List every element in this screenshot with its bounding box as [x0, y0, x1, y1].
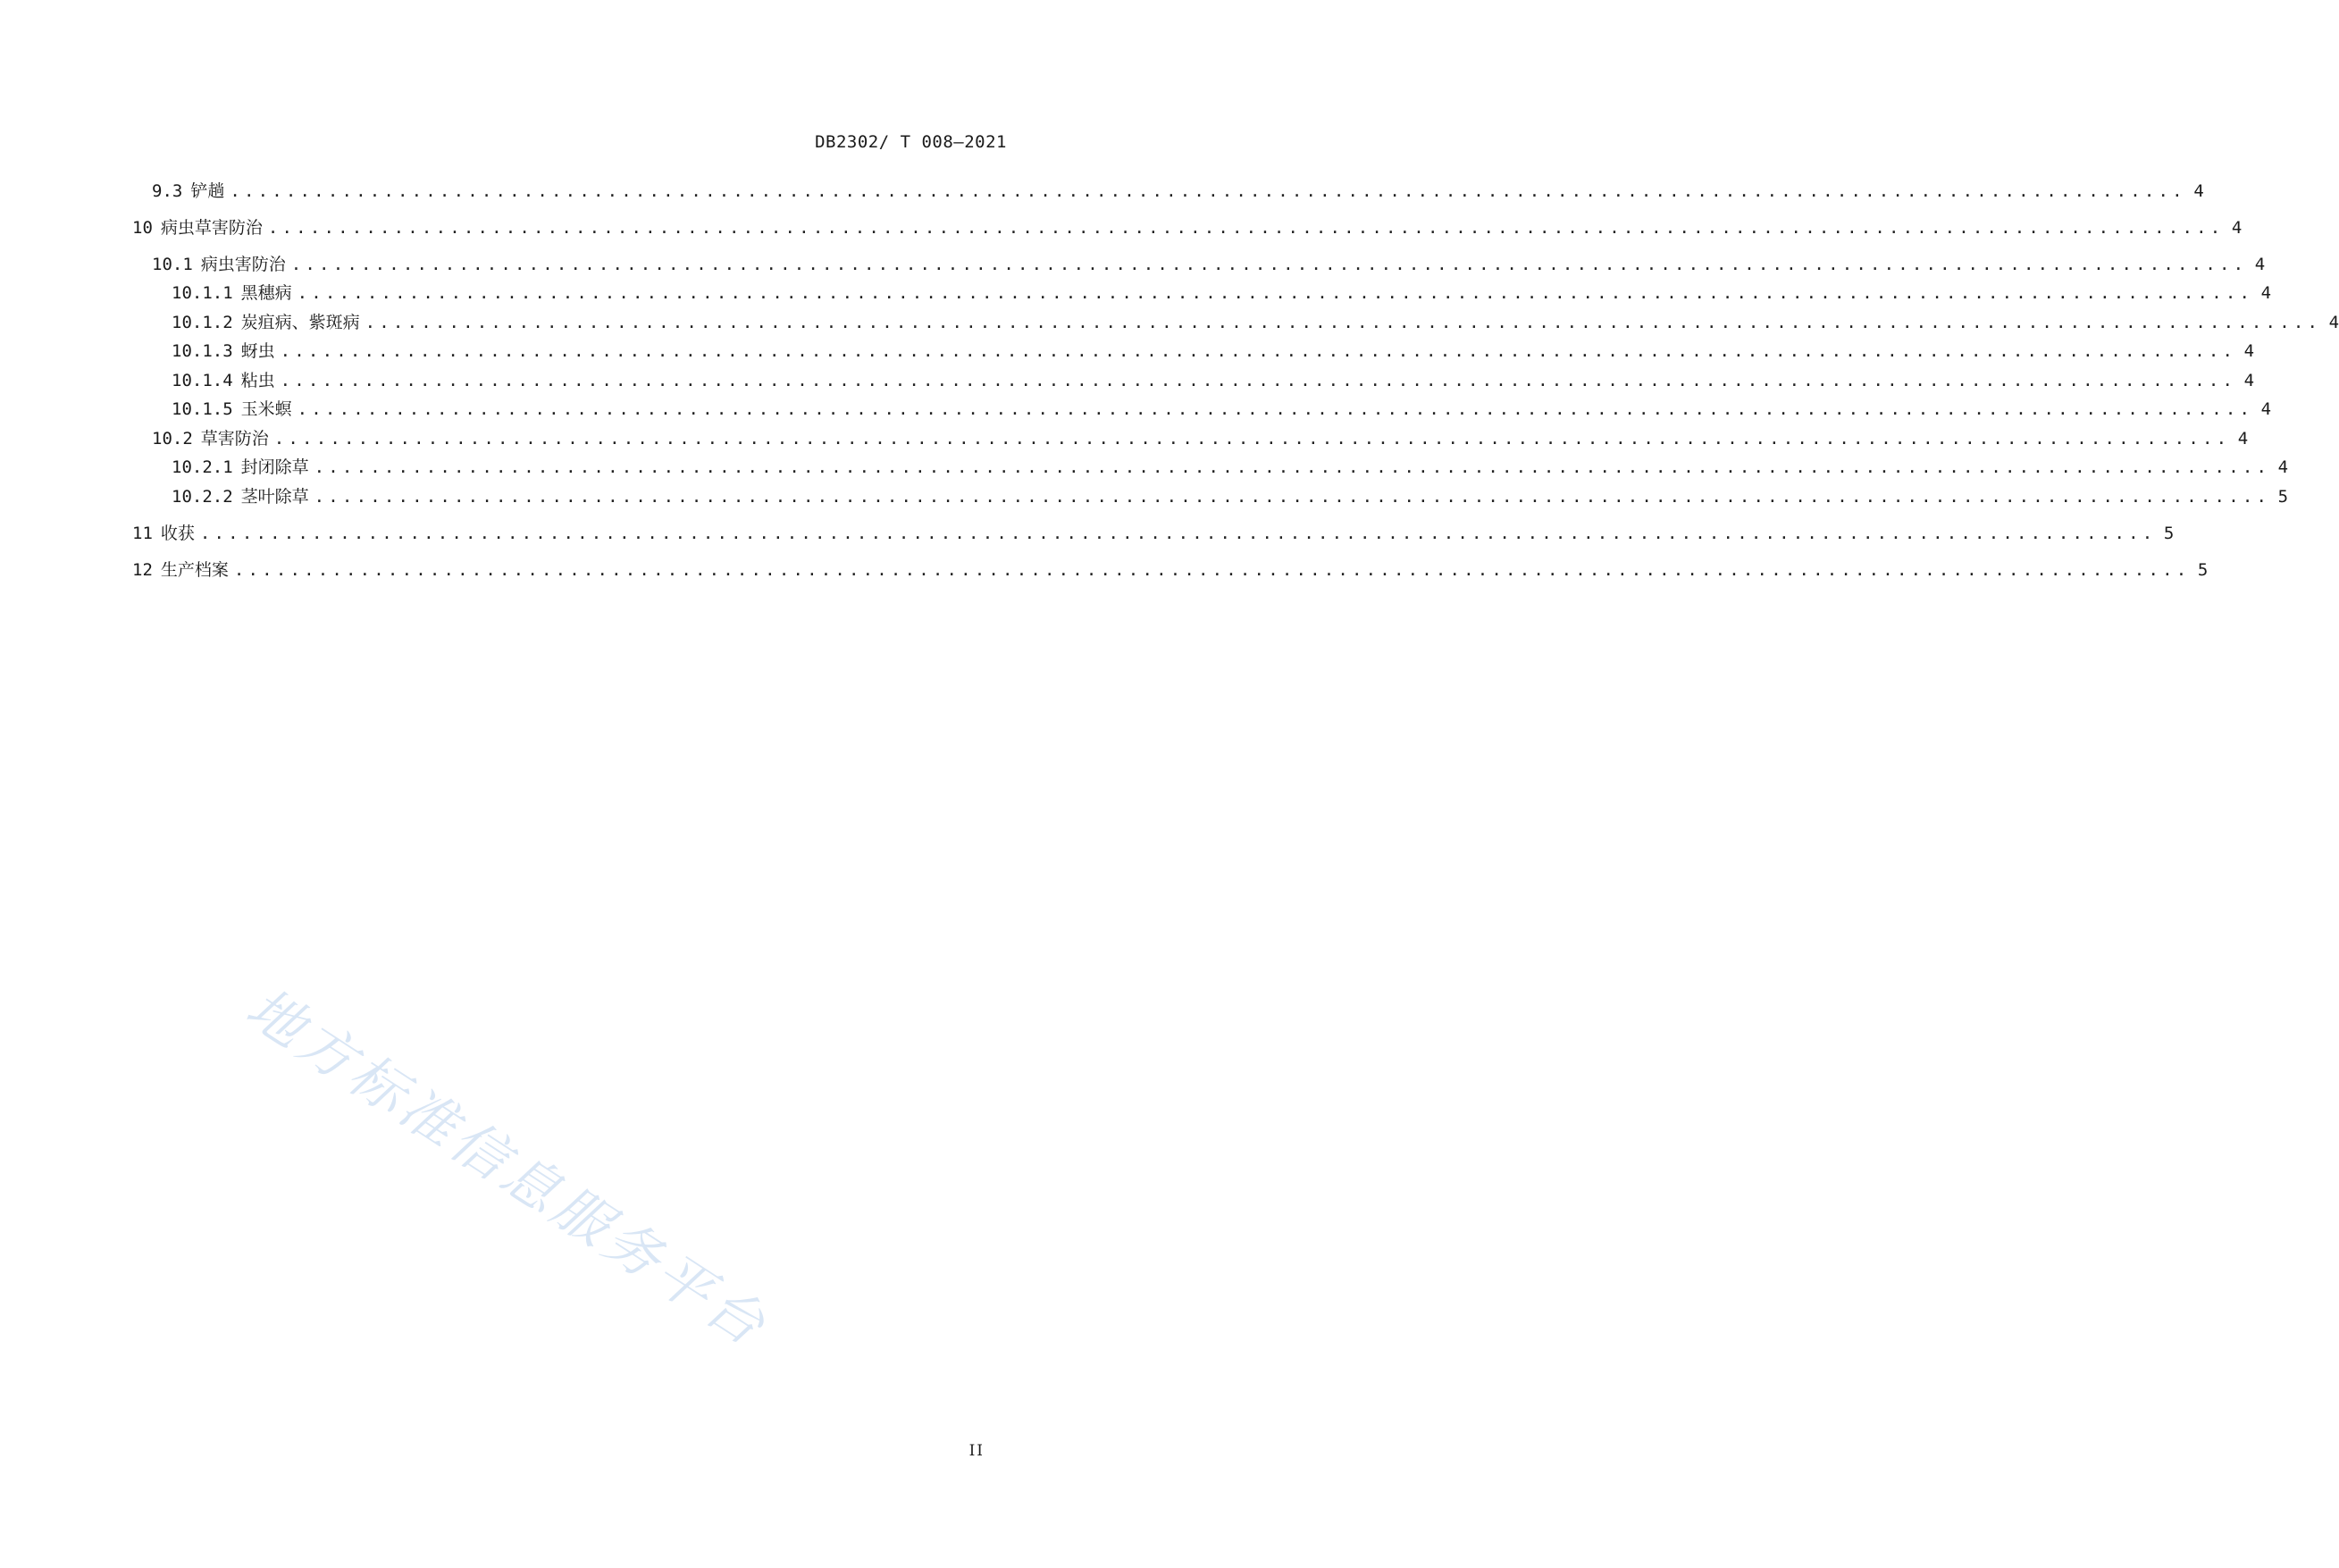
toc-entry-title: 病虫草害防治	[160, 218, 263, 238]
toc-entry-number: 10.1.3	[172, 341, 233, 361]
toc-entry[interactable]	[172, 370, 2255, 391]
toc-entry[interactable]	[172, 457, 2289, 478]
toc-entry-title: 炭疽病、紫斑病	[240, 313, 360, 332]
toc-leader-dots: ............................................................................................................................................	[273, 429, 2231, 449]
toc-entry-title: 粘虫	[240, 371, 275, 390]
toc-entry-page: 4	[2243, 341, 2255, 361]
toc-leader-dots: ............................................................................................................................................	[314, 457, 2271, 477]
toc-entry-page: 5	[2163, 524, 2175, 543]
toc-entry-page: 5	[2277, 487, 2289, 507]
toc-entry-title: 茎叶除草	[240, 487, 309, 507]
toc-entry-page: 4	[2237, 429, 2249, 449]
toc-leader-dots: ............................................................................................................................................	[280, 341, 2237, 361]
toc-entry[interactable]	[132, 523, 2175, 544]
toc-entry-title: 收获	[160, 524, 195, 543]
toc-entry-number: 11	[132, 524, 153, 543]
toc-entry-title: 蚜虫	[240, 341, 275, 361]
toc-leader-dots: ............................................................................................................................................	[280, 371, 2237, 390]
toc-entry-number: 10	[132, 218, 153, 238]
toc-entry-number: 12	[132, 560, 153, 580]
toc-leader-dots: ............................................................................................................................................	[290, 255, 2248, 274]
toc-entry[interactable]	[132, 217, 2243, 239]
toc-entry[interactable]	[172, 312, 2339, 333]
toc-entry-number: 10.2	[152, 429, 193, 449]
toc-entry-number: 10.1.2	[172, 313, 233, 332]
toc-entry[interactable]	[172, 398, 2272, 420]
toc-leader-dots: ............................................................................................................................................	[297, 283, 2254, 303]
toc-leader-dots: ............................................................................................................................................	[230, 181, 2186, 201]
toc-entry-page: 4	[2193, 181, 2204, 201]
toc-leader-dots: ............................................................................................................................................	[314, 487, 2271, 507]
toc-entry-page: 4	[2277, 457, 2289, 477]
toc-leader-dots: ............................................................................................................................................	[233, 560, 2191, 580]
toc-entry[interactable]	[152, 254, 2266, 275]
toc-entry[interactable]	[152, 428, 2249, 449]
toc-entry-page: 4	[2328, 313, 2339, 332]
toc-entry[interactable]	[132, 559, 2209, 581]
toc-entry-title: 病虫害防治	[200, 255, 286, 274]
toc-entry[interactable]	[172, 340, 2255, 362]
toc-leader-dots: ............................................................................................................................................	[199, 524, 2157, 543]
toc-entry-page: 4	[2254, 255, 2266, 274]
watermark: 地方标准信息服务平台	[235, 974, 781, 1361]
toc-entry-number: 10.2.2	[172, 487, 233, 507]
toc-leader-dots: ............................................................................................................................................	[267, 218, 2225, 238]
toc-entry-title: 玉米螟	[240, 399, 292, 419]
toc-entry-number: 10.1	[152, 255, 193, 274]
toc-entry-title: 铲趟	[190, 181, 225, 201]
toc-entry-title: 封闭除草	[240, 457, 309, 477]
toc-entry-title: 生产档案	[160, 560, 229, 580]
toc-leader-dots: ............................................................................................................................................	[297, 399, 2254, 419]
toc-entry-number: 10.1.1	[172, 283, 233, 303]
toc-entry-number: 10.1.5	[172, 399, 233, 419]
standard-code: DB2302/ T 008—2021	[815, 132, 1007, 152]
toc-entry-title: 草害防治	[200, 429, 269, 449]
toc-entry[interactable]	[172, 282, 2272, 304]
toc-leader-dots: ............................................................................................................................................	[365, 313, 2322, 332]
toc-entry-page: 4	[2260, 283, 2272, 303]
toc-entry-page: 4	[2243, 371, 2255, 390]
toc-entry[interactable]	[152, 180, 2204, 202]
toc-entry-number: 10.1.4	[172, 371, 233, 390]
page-number: II	[968, 1442, 985, 1460]
toc-entry-page: 4	[2260, 399, 2272, 419]
toc-entry-number: 10.2.1	[172, 457, 233, 477]
toc-entry-page: 5	[2197, 560, 2209, 580]
toc-entry-title: 黑穗病	[240, 283, 292, 303]
toc-entry-number: 9.3	[152, 181, 183, 201]
toc-entry[interactable]	[172, 486, 2289, 507]
toc-entry-page: 4	[2231, 218, 2243, 238]
